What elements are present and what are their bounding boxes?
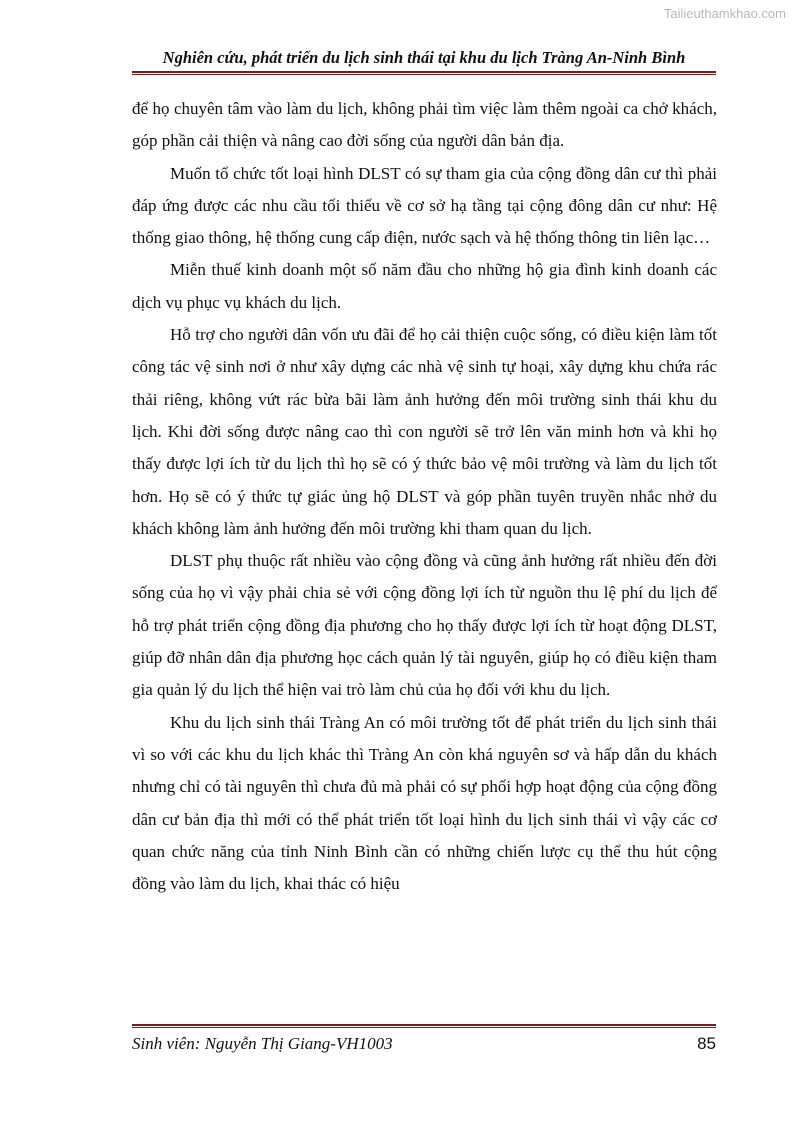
page-header-title: Nghiên cứu, phát triển du lịch sinh thái tại khu du lịch Tràng An-Ninh Bình [162,48,686,67]
footer-rule-thin [132,1027,716,1028]
header-rule [132,71,716,73]
body-text [132,93,717,900]
footer-rule [132,1024,716,1026]
paragraph: Hỗ trợ cho người dân vốn ưu đãi để họ cải thiện cuộc sống, có điều kiện làm tốt công tác vệ sinh nơi ở như xây dựng các nhà vệ sinh tự hoại, xây dựng khu chứa rác thải riêng, không vứt rác bừa bãi làm ảnh hưởng đến môi trường sinh thái khu du lịch. Khi đời sống được nâng cao thì con người sẽ trở lên văn minh hơn và khi họ thấy được lợi ích từ du lịch thì họ sẽ có ý thức bảo vệ môi trường và làm du lịch tốt hơn. Họ sẽ có ý thức tự giác ủng hộ DLST và góp phần tuyên truyền nhắc nhở du khách không làm ảnh hưởng đến môi trường khi tham quan du lịch. [132,325,717,538]
paragraph: Khu du lịch sinh thái Tràng An có môi trường tốt để phát triển du lịch sinh thái vì so với các khu du lịch khác thì Tràng An còn khá nguyên sơ và hấp dẫn du khách nhưng chỉ có tài nguyên thì chưa đủ mà phải có sự phối hợp hoạt động của cộng đồng dân cư bản địa thì mới có thể phát triển tốt loại hình du lịch sinh thái vì vậy các cơ quan chức năng của tỉnh Ninh Bình cần có những chiến lược cụ thể thu hút cộng đồng vào làm du lịch, khai thác có hiệu [132,712,717,894]
paragraph: DLST phụ thuộc rất nhiều vào cộng đồng và cũng ảnh hưởng rất nhiều đến đời sống của họ vì vậy phải chia sẻ với cộng đồng lợi ích từ nguồn thu lệ phí du lịch để hỗ trợ phát triển cộng đồng địa phương cho họ thấy được lợi ích từ hoạt động DLST, giúp đỡ nhân dân địa phương học cách quản lý tài nguyên, giúp họ có điều kiện tham gia quản lý du lịch thể hiện vai trò làm chủ của họ đối với khu du lịch. [132,551,717,700]
page-number: 85 [697,1034,716,1053]
footer-author: Sinh viên: Nguyễn Thị Giang-VH1003 [132,1034,393,1053]
paragraph: để họ chuyên tâm vào làm du lịch, không phải tìm việc làm thêm ngoài ca chở khách, góp phần cải thiện và nâng cao đời sống của người dân bản địa. [132,99,717,151]
paragraph: Muốn tổ chức tốt loại hình DLST có sự tham gia của cộng đồng dân cư thì phải đáp ứng được các nhu cầu tối thiểu về cơ sở hạ tầng tại cộng đông dân cư như: Hệ thống giao thông, hệ thống cung cấp điện, nước sạch và hệ thống thông tin liên lạc… [132,163,717,248]
paragraph: Miễn thuế kinh doanh một số năm đầu cho những hộ gia đình kinh doanh các dịch vụ phục vụ khách du lịch. [132,260,717,312]
watermark-text: Tailieuthamkhao.com [663,6,786,21]
header-rule-thin [132,74,716,75]
